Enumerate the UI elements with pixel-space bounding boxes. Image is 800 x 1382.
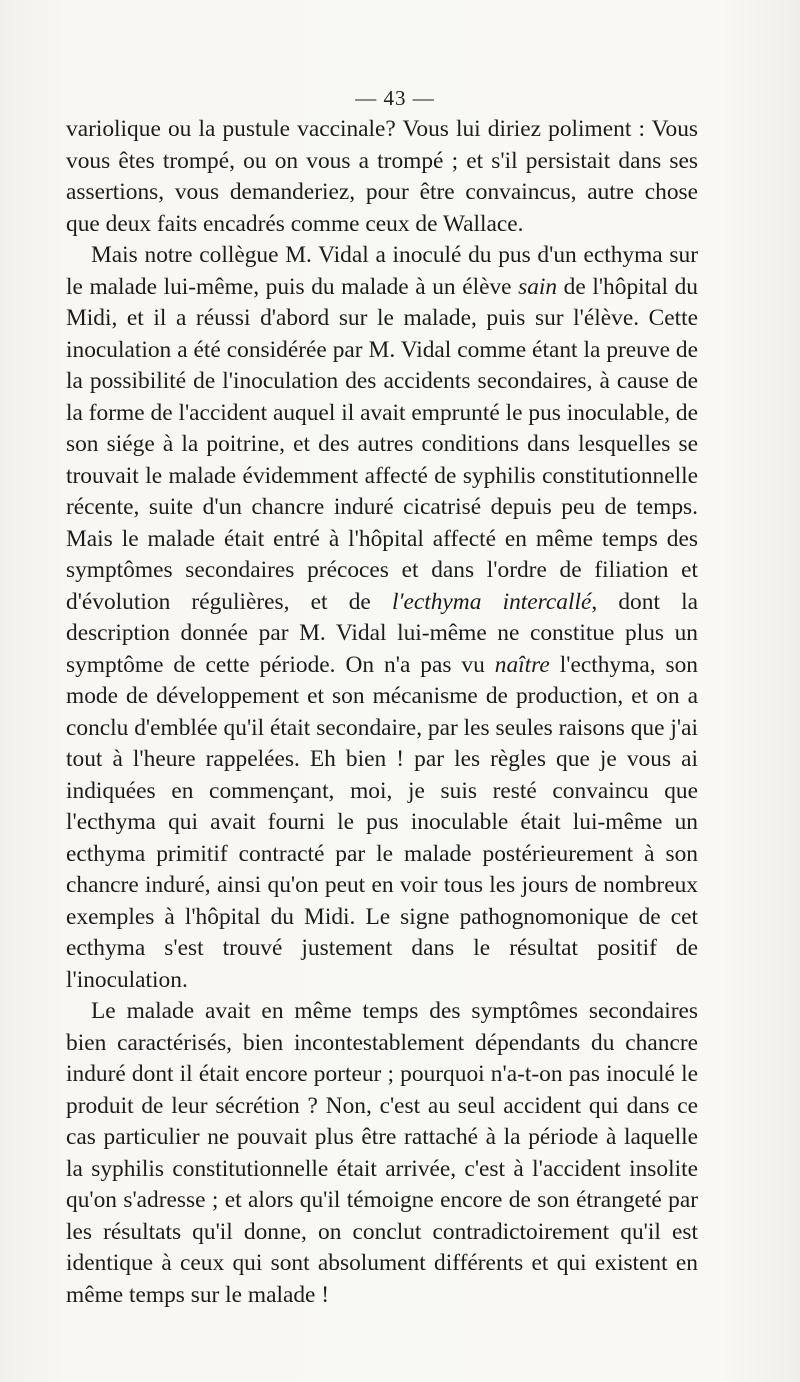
paragraph-2 bbox=[66, 240, 698, 996]
paragraph-3 bbox=[66, 996, 698, 1311]
paragraph-2-text-b: de l'hôpital du Midi, et il a réussi d'abord sur le malade, puis sur l'élève. Cette inoculation a été considérée par M. Vidal comme étant la preuve de la possibilité de l'inoculation des accidents secondaires, à cause de la forme de l'accident auquel il avait emprunté le pus inoculable, de son siége à la poitrine, et des autres conditions dans lesquelles se trouvait le malade évidemment affecté de syphilis constitutionnelle récente, suite d'un chancre induré cicatrisé depuis peu de temps. Mais le malade était entré à l'hôpital affecté en même temps des symptômes secondaires précoces et dans l'ordre de filiation et d'évolution régulières, et de bbox=[66, 273, 698, 615]
paragraph-2-text-c: , dont la description donnée par M. Vidal lui-même ne constitue plus un symptôme de cette période. On n'a pas vu bbox=[66, 588, 698, 678]
paragraph-2-text-d: l'ecthyma, son mode de développement et son mécanisme de production, et on a conclu d'emblée qu'il était secondaire, par les seules raisons que j'ai tout à l'heure rappelées. Eh bien ! par les règles que je vous ai indiquées en commençant, moi, je suis resté convaincu que l'ecthyma qui avait fourni le pus inoculable était lui-même un ecthyma primitif contracté par le malade postérieurement à son chancre induré, ainsi qu'on peut en voir tous les jours de nombreux exemples à l'hôpital du Midi. Le signe pathognomonique de cet ecthyma s'est trouvé justement dans le résultat positif de l'inoculation. bbox=[66, 651, 698, 993]
italic-ecthyma-intercalle: l'ecthyma intercallé bbox=[391, 588, 592, 615]
paragraph-3-text: Le malade avait en même temps des symptômes secondaires bien caractérisés, bien incontestablement dépendants du chancre induré dont il était encore porteur ; pourquoi n'a-t-on pas inoculé le produit de leur sécrétion ? Non, c'est au seul accident qui dans ce cas particulier ne pouvait plus être rattaché à la période à laquelle la syphilis constitutionnelle était arrivée, c'est à l'accident insolite qu'on s'adresse ; et alors qu'il témoigne encore de son étrangeté par les résultats qu'il donne, on conclut contradictoirement qu'il est identique à ceux qui sont absolument différents et qui existent en même temps sur le malade ! bbox=[66, 998, 698, 1308]
paragraph-1-text: variolique ou la pustule vaccinale? Vous lui diriez poliment : Vous vous êtes trompé, ou on vous a trompé ; et s'il persistait dans ses assertions, vous demanderiez, pour être convaincus, autre chose que deux faits encadrés comme ceux de Wallace. bbox=[66, 116, 698, 237]
paragraph-1 bbox=[66, 114, 698, 240]
page-number: — 43 — bbox=[355, 86, 435, 110]
italic-naitre: naître bbox=[494, 651, 550, 678]
body-text bbox=[66, 114, 698, 1311]
italic-sain: sain bbox=[518, 273, 558, 300]
paragraph-2-text-a: Mais notre collègue M. Vidal a inoculé du pus d'un ecthyma sur le malade lui-même, puis du malade à un élève bbox=[66, 242, 698, 300]
